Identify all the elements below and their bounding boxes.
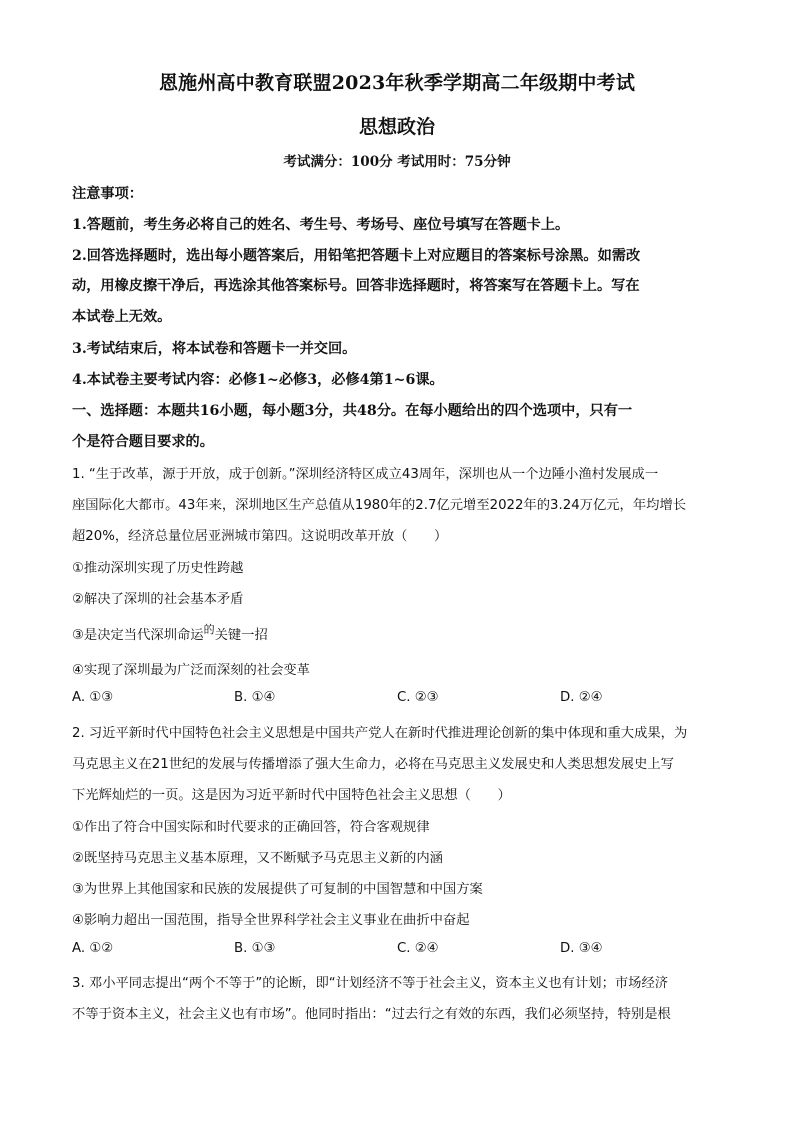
q1-option-c: C. ②③ (397, 690, 439, 705)
q2-item-3: ③为世界上其他国家和民族的发展提供了可复制的中国智慧和中国方案 (72, 882, 483, 897)
notice-line-1: 1.答题前，考生务必将自己的姓名、考生号、考场号、座位号填写在答题卡上。 (72, 217, 570, 233)
q1-option-d: D. ②④ (560, 690, 603, 705)
notice-line-2b: 动，用橡皮擦干净后，再选涂其他答案标号。回答非选择题时，将答案写在答题卡上。写在 (72, 278, 640, 294)
q2-stem-line-3: 下光辉灿烂的一页。这是因为习近平新时代中国特色社会主义思想（ ） (72, 788, 511, 803)
q1-item-3-text-b: 关键一招 (214, 628, 268, 643)
q1-item-2: ②解决了深圳的社会基本矛盾 (72, 592, 244, 607)
q2-item-4: ④影响力超出一国范围，指导全世界科学社会主义事业在曲折中奋起 (72, 913, 470, 928)
q2-option-a: A. ①② (72, 941, 114, 956)
notice-heading: 注意事项： (72, 186, 143, 202)
q2-options (72, 941, 732, 961)
q1-stem-line-2: 座国际化大都市。43年来，深圳地区生产总值从1980年的2.7亿元增至2022年的3.24万亿元，年均增长 (72, 498, 687, 513)
q1-stem-line-1: 1. “生于改革，源于开放，成于创新。”深圳经济特区成立43周年，深圳也从一个边陲小渔村发展成一 (72, 467, 659, 482)
exam-info: 考试满分：100分 考试用时：75分钟 (283, 154, 511, 170)
section-heading-line-2: 个是符合题目要求的。 (72, 434, 214, 450)
q2-option-c: C. ②④ (397, 941, 439, 956)
q2-stem-line-2: 马克思主义在21世纪的发展与传播增添了强大生命力，必将在马克思主义发展史和人类思想发展史上写 (72, 757, 674, 772)
q1-item-1: ①推动深圳实现了历史性跨越 (72, 561, 244, 576)
notice-line-2c: 本试卷上无效。 (72, 309, 172, 325)
q1-item-3-text-a: ③是决定当代深圳命运 (72, 628, 204, 643)
notice-line-3: 3.考试结束后，将本试卷和答题卡一并交回。 (72, 341, 357, 357)
exam-title: 恩施州高中教育联盟2023年秋季学期高二年级期中考试 (158, 72, 636, 94)
section-heading-line-1: 一、选择题：本题共16小题，每小题3分，共48分。在每小题给出的四个选项中，只有一 (72, 403, 633, 419)
q3-stem-line-2: 不等于资本主义，社会主义也有市场”。他同时指出：“过去行之有效的东西，我们必须坚持，特别是根 (72, 1007, 671, 1022)
q1-item-3-raised-char: 的 (203, 623, 215, 636)
q1-stem-line-3: 超20%，经济总量位居亚洲城市第四。这说明改革开放（ ） (72, 529, 448, 544)
q2-option-b: B. ①③ (234, 941, 276, 956)
q1-option-b: B. ①④ (234, 690, 276, 705)
notice-line-2a: 2.回答选择题时，选出每小题答案后，用铅笔把答题卡上对应题目的答案标号涂黑。如需改 (72, 248, 641, 264)
q1-item-3 (72, 624, 732, 643)
q2-stem-line-1: 2. 习近平新时代中国特色社会主义思想是中国共产党人在新时代推进理论创新的集中体现和重大成果，为 (72, 726, 688, 741)
notice-line-4: 4.本试卷主要考试内容：必修1~必修3，必修4第1~6课。 (72, 372, 444, 388)
q1-item-4: ④实现了深圳最为广泛而深刻的社会变革 (72, 663, 310, 678)
q1-options (72, 690, 732, 710)
q1-option-a: A. ①③ (72, 690, 114, 705)
q3-stem-line-1: 3. 邓小平同志提出“两个不等于”的论断，即“计划经济不等于社会主义，资本主义也有计划；市场经济 (72, 976, 669, 991)
subject-title: 思想政治 (358, 116, 435, 138)
q2-option-d: D. ③④ (560, 941, 603, 956)
q2-item-2: ②既坚持马克思主义基本原理，又不断赋予马克思主义新的内涵 (72, 851, 443, 866)
q2-item-1: ①作出了符合中国实际和时代要求的正确回答，符合客观规律 (72, 820, 430, 835)
